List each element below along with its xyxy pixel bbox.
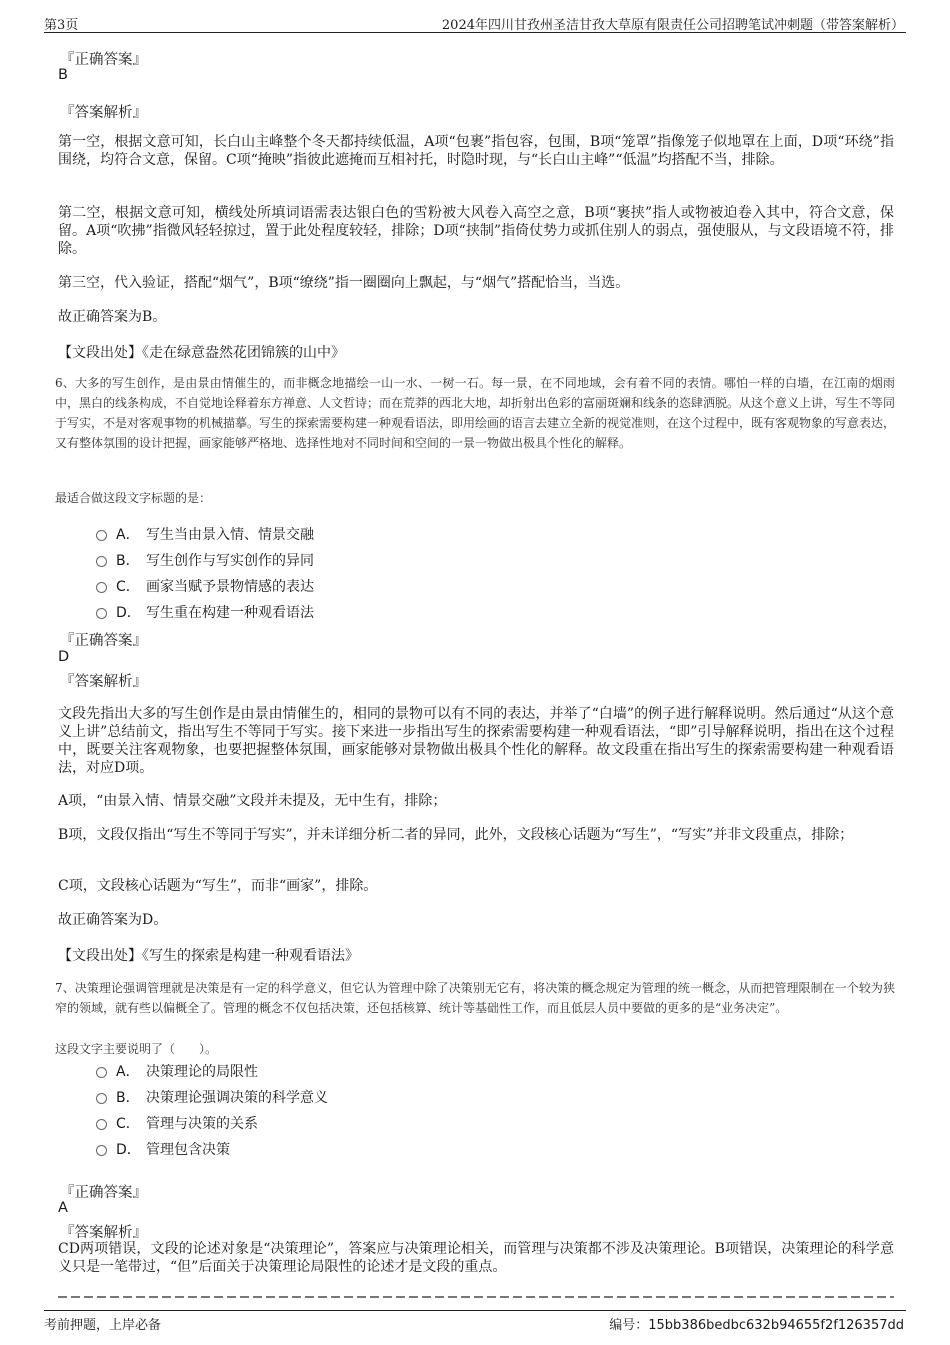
- radio-icon[interactable]: [96, 556, 107, 567]
- option-letter: B．: [116, 1090, 140, 1106]
- option-a[interactable]: [96, 1058, 328, 1084]
- option-letter: A．: [116, 527, 140, 543]
- correct-answer-label: 『正确答案』: [60, 52, 147, 68]
- footer-divider: [44, 1310, 906, 1311]
- radio-icon[interactable]: [96, 1093, 107, 1104]
- option-letter: C．: [116, 1116, 140, 1132]
- option-text: 写生当由景入情、情景交融: [146, 527, 314, 543]
- correct-answer: D: [58, 649, 70, 665]
- correct-answer-label: 『正确答案』: [60, 1185, 147, 1201]
- option-b[interactable]: [96, 1084, 328, 1110]
- question-6-text: 6、大多的写生创作，是由景由情催生的，而非概念地描绘一山一水、一树一石。每一景，在不同地域，会有着不同的表情。哪怕一样的白墙，在江南的烟雨中，黑白的线条构成，不自觉地诠释着东方禅意、人文哲诗；而在荒莽的西北大地，却折射出色彩的富丽斑斓和线条的恣肆洒脱。从这个意义上讲，写生不等同于写实，不是对客观事物的机械描摹。写生的探索需要构建一种观看语法，即用绘画的语言去建立全新的视觉准则，在这个过程中，既有客观物象的写意表达，又有整体氛围的设计把握，画家能够严格地、选择性地对不同时间和空间的一景一物做出极具个性化的解释。: [55, 376, 896, 450]
- option-text: 决策理论的局限性: [146, 1064, 258, 1080]
- source-citation: 【文段出处】《走在绿意盎然花团锦簇的山中》: [58, 345, 345, 361]
- radio-icon[interactable]: [96, 530, 107, 541]
- option-analysis: B项，文段仅指出“写生不等同于写实”，并未详细分析二者的异同，此外，文段核心话题为“写生”，“写实”并非文段重点，排除；: [58, 827, 854, 843]
- question-7-prompt: 这段文字主要说明了（ ）。: [55, 1042, 218, 1056]
- option-text: 写生重在构建一种观看语法: [146, 605, 314, 621]
- analysis-label: 『答案解析』: [60, 1225, 147, 1241]
- option-letter: C．: [116, 579, 140, 595]
- option-b[interactable]: [96, 547, 314, 573]
- option-letter: D．: [116, 1142, 141, 1158]
- correct-answer-label: 『正确答案』: [60, 633, 147, 649]
- option-text: 管理与决策的关系: [146, 1116, 258, 1132]
- option-text: 画家当赋予景物情感的表达: [146, 579, 314, 595]
- option-letter: A．: [116, 1064, 140, 1080]
- option-text: 管理包含决策: [146, 1142, 230, 1158]
- option-c[interactable]: [96, 1110, 328, 1136]
- page-header: [0, 0, 950, 34]
- radio-icon[interactable]: [96, 1067, 107, 1078]
- option-analysis: C项，文段核心话题为“写生”，而非“画家”，排除。: [58, 878, 378, 894]
- header-divider: [44, 32, 906, 33]
- question-6-options: [96, 521, 314, 625]
- footer-slogan: 考前押题，上岸必备: [44, 1318, 162, 1333]
- document-title: 2024年四川甘孜州圣洁甘孜大草原有限责任公司招聘笔试冲刺题（带答案解析）: [441, 18, 904, 33]
- option-d[interactable]: [96, 599, 314, 625]
- conclusion-paragraph: 故正确答案为B。: [58, 309, 167, 325]
- correct-answer: A: [58, 1200, 68, 1216]
- source-citation: 【文段出处】《写生的探索是构建一种观看语法》: [58, 948, 359, 964]
- question-7-text: 7、决策理论强调管理就是决策是有一定的科学意义，但它认为管理中除了决策别无它有，将决策的概念规定为管理的统一概念，从而把管理限制在一个较为狭窄的领域，就有些以偏概全了。管理的概念不仅包括决策，还包括核算、统计等基础性工作，而且低层人员中要做的更多的是“业务决定”。: [55, 981, 895, 1015]
- analysis-paragraph: CD两项错误，文段的论述对象是“决策理论”，答案应与决策理论相关，而管理与决策都不涉及决策理论。B项错误，决策理论的科学意义只是一笔带过，“但”后面关于决策理论局限性的论述才是文段的重点。: [58, 1241, 894, 1275]
- conclusion-paragraph: 故正确答案为D。: [58, 912, 168, 928]
- radio-icon[interactable]: [96, 608, 107, 619]
- document-code: 编号：15bb386bedbc632b94655f2f126357dd: [609, 1318, 904, 1333]
- radio-icon[interactable]: [96, 1145, 107, 1156]
- analysis-paragraph: 第三空，代入验证，搭配“烟气”，B项“缭绕”指一圈圈向上飘起，与“烟气”搭配恰当，当选。: [58, 275, 630, 291]
- option-letter: B．: [116, 553, 140, 569]
- option-text: 写生创作与写实创作的异同: [146, 553, 314, 569]
- page-footer: [0, 1300, 950, 1345]
- analysis-label: 『答案解析』: [60, 674, 147, 690]
- option-text: 决策理论强调决策的科学意义: [146, 1090, 328, 1106]
- option-c[interactable]: [96, 573, 314, 599]
- analysis-paragraph: 第二空，根据文意可知，横线处所填词语需表达银白色的雪粉被大风卷入高空之意，B项“裹挟”指人或物被迫卷入其中，符合文意，保留。A项“吹拂”指微风轻轻掠过，置于此处程度较轻，排除；D项“挟制”指倚仗势力或抓住别人的弱点，强使服从，与文段语境不符，排除。: [58, 205, 894, 257]
- analysis-paragraph: 第一空，根据文意可知，长白山主峰整个冬天都持续低温，A项“包裹”指包容，包围，B项“笼罩”指像笼子似地罩在上面，D项“环绕”指围绕，均符合文意，保留。C项“掩映”指彼此遮掩而互相衬托，时隐时现，与“长白山主峰”“低温”均搭配不当，排除。: [58, 134, 894, 168]
- correct-answer: B: [58, 67, 68, 83]
- radio-icon[interactable]: [96, 1119, 107, 1130]
- option-a[interactable]: [96, 521, 314, 547]
- analysis-paragraph: 文段先指出大多的写生创作是由景由情催生的，相同的景物可以有不同的表达，并举了“白墙”的例子进行解释说明。然后通过“从这个意义上讲”总结前文，指出写生不等同于写实。接下来进一步指出写生的探索需要构建一种观看语法，“即”引导解释说明，指出在这个过程中，既要关注客观物象，也要把握整体氛围，画家能够对景物做出极具个性化的解释。故文段重在指出写生的探索需要构建一种观看语法，对应D项。: [58, 706, 894, 776]
- analysis-label: 『答案解析』: [60, 105, 147, 121]
- radio-icon[interactable]: [96, 582, 107, 593]
- option-d[interactable]: [96, 1136, 328, 1162]
- option-analysis: A项，“由景入情、情景交融”文段并未提及，无中生有，排除；: [58, 793, 447, 809]
- option-letter: D．: [116, 605, 141, 621]
- question-6-prompt: 最适合做这段文字标题的是：: [55, 491, 212, 505]
- page-number: 第3页: [44, 18, 79, 33]
- question-7-options: [96, 1058, 328, 1162]
